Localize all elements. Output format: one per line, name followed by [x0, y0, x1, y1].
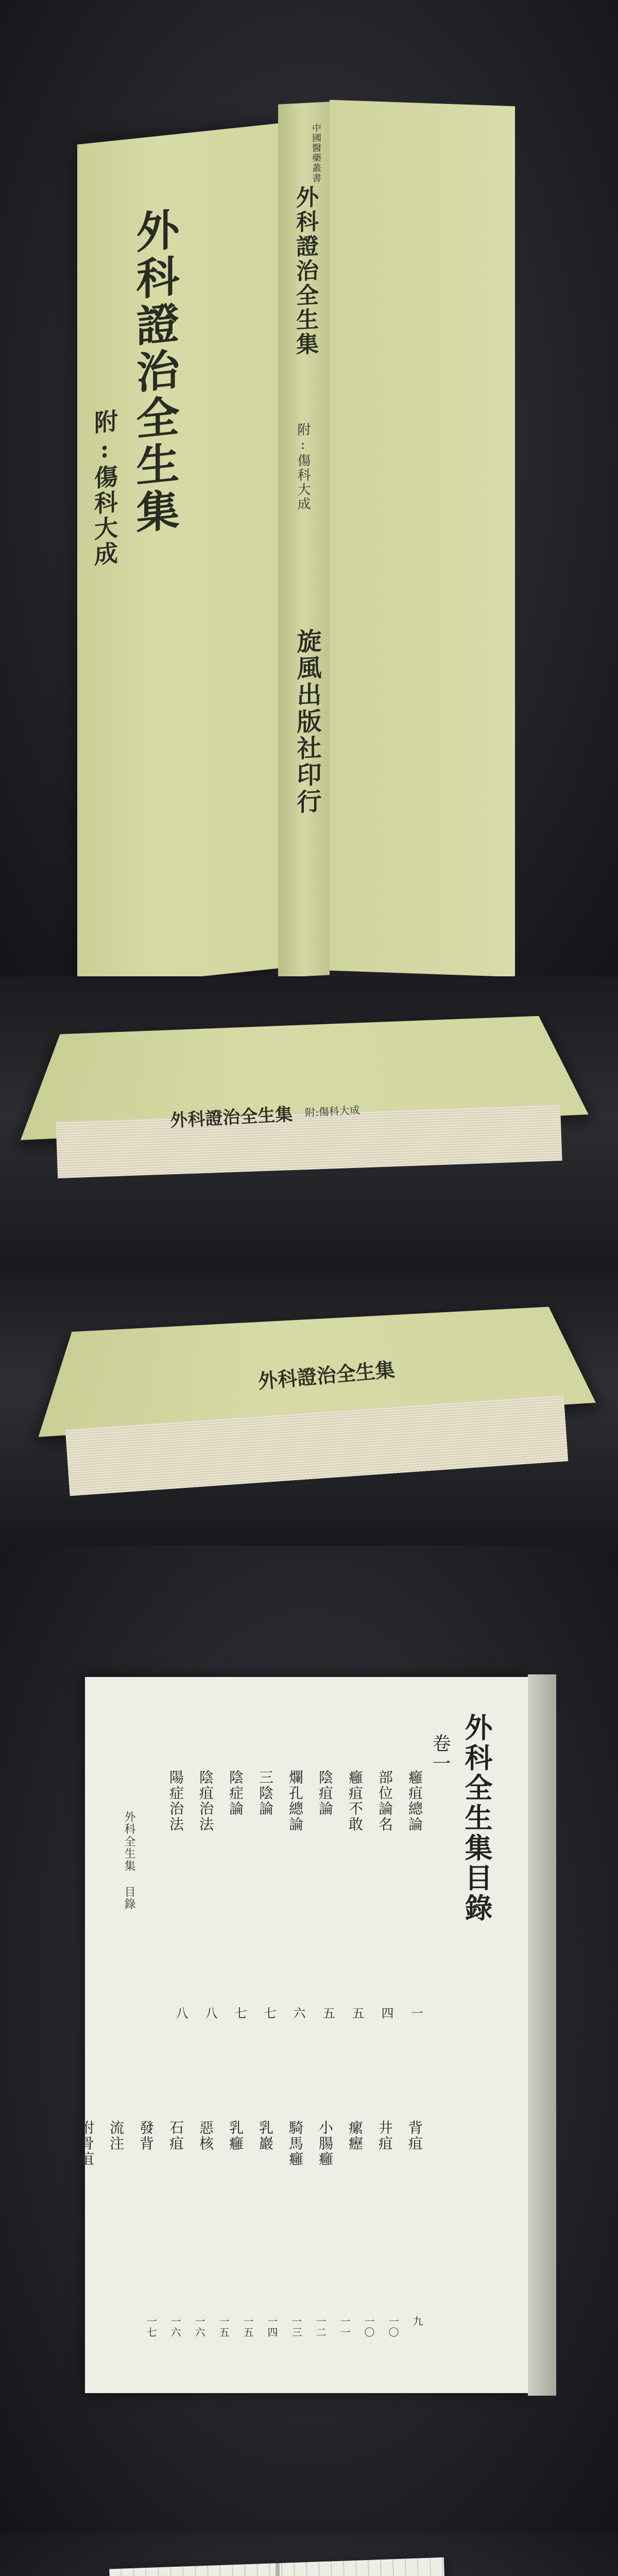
front-title: 外科證治全生集	[129, 206, 180, 538]
toc-page-number: 一五	[217, 2316, 230, 2338]
toc-entry: 流注	[108, 2120, 125, 2151]
toc-page-number: 五	[320, 2007, 335, 2020]
toc-entry: 陽症治法	[167, 1770, 184, 1832]
toc-entry: 癰疽不敢	[347, 1770, 364, 1832]
toc-entry: 部位論名	[376, 1770, 393, 1832]
toc-entry: 井疽	[376, 2120, 393, 2151]
spine-title: 外科證治全生集	[292, 184, 318, 358]
toc-entry: 石疽	[167, 2120, 184, 2151]
toc-page-number: 一一	[338, 2316, 351, 2338]
toc-page-number: 五	[350, 2007, 364, 2020]
toc-page	[78, 1677, 528, 2393]
toc-entry: 瘰癧	[347, 2120, 364, 2151]
spine-subtitle: 附:傷科大成	[295, 422, 311, 512]
toc-column-1-numbers	[172, 2007, 425, 2020]
spine-strip-2-title: 外科證治全生集	[257, 1358, 396, 1393]
toc-entry: 小腸癰	[317, 2120, 334, 2167]
toc-page-number: 一〇	[387, 2316, 399, 2338]
toc-page-number: 四	[379, 2007, 393, 2020]
toc-entry: 陰疽治法	[197, 1770, 214, 1832]
toc-page-number: 一六	[193, 2316, 205, 2338]
toc-page-number: 一〇	[363, 2316, 375, 2338]
book-spine	[278, 101, 330, 976]
toc-column-2-numbers	[0, 2316, 425, 2338]
spine-series: 中國醫藥叢書	[311, 123, 321, 183]
toc-entry: 陰疽論	[317, 1770, 334, 1817]
toc-page-number: 一四	[266, 2316, 278, 2338]
photo-open-book	[0, 2532, 618, 2576]
toc-page-number: 七	[262, 2007, 276, 2020]
front-subtitle: 附:傷科大成	[91, 408, 118, 569]
toc-page-number: 一七	[145, 2316, 157, 2338]
toc-column-2	[0, 2120, 425, 2167]
toc-entry: 乳癰	[227, 2120, 244, 2151]
open-book-pages	[109, 2557, 452, 2576]
book-gutter	[276, 2563, 280, 2576]
toc-entry: 附骨疽	[78, 2120, 95, 2167]
toc-page-number: 一三	[290, 2316, 302, 2338]
photo-spine-view	[0, 0, 618, 976]
toc-entry: 爛孔總論	[287, 1770, 304, 1832]
photo-toc-page	[0, 1546, 618, 2532]
toc-entry: 三陰論	[257, 1770, 274, 1817]
photo-spine-flat-2	[0, 1257, 618, 1546]
toc-heading: 外科全生集目錄	[460, 1713, 493, 1924]
toc-page-number: 六	[291, 2007, 305, 2020]
spine-strip-title: 外科證治全生集	[169, 1104, 294, 1131]
toc-page-number: 八	[203, 2007, 217, 2020]
toc-entry: 乳巖	[257, 2120, 274, 2151]
book-back-cover	[330, 100, 515, 976]
book-front-cover	[77, 124, 278, 976]
facing-page-edge	[528, 1674, 556, 2396]
toc-entry: 發背	[138, 2120, 154, 2151]
toc-page-number: 八	[174, 2007, 188, 2020]
toc-page-number: 一二	[314, 2316, 327, 2338]
toc-entry: 陰症論	[227, 1770, 244, 1817]
spine-publisher: 旋風出版社印行	[293, 628, 321, 817]
toc-page-number: 一五	[242, 2316, 254, 2338]
toc-entry: 騎馬癰	[287, 2120, 304, 2167]
toc-entry: 背疽	[406, 2120, 423, 2151]
toc-entry: 惡核	[197, 2120, 214, 2151]
toc-footer: 外科全生集 目錄	[123, 1811, 135, 1911]
toc-entry: 癰疽總論	[406, 1770, 423, 1832]
toc-page-number: 一六	[169, 2316, 181, 2338]
toc-page-number: 九	[411, 2316, 423, 2327]
toc-column-1	[0, 1770, 425, 1832]
toc-page-number: 七	[232, 2007, 247, 2020]
toc-page-number: 一	[408, 2007, 423, 2020]
spine-strip-subtitle: 附:傷科大成	[304, 1103, 360, 1119]
photo-spine-flat	[0, 976, 618, 1257]
toc-volume: 卷一	[430, 1734, 451, 1774]
